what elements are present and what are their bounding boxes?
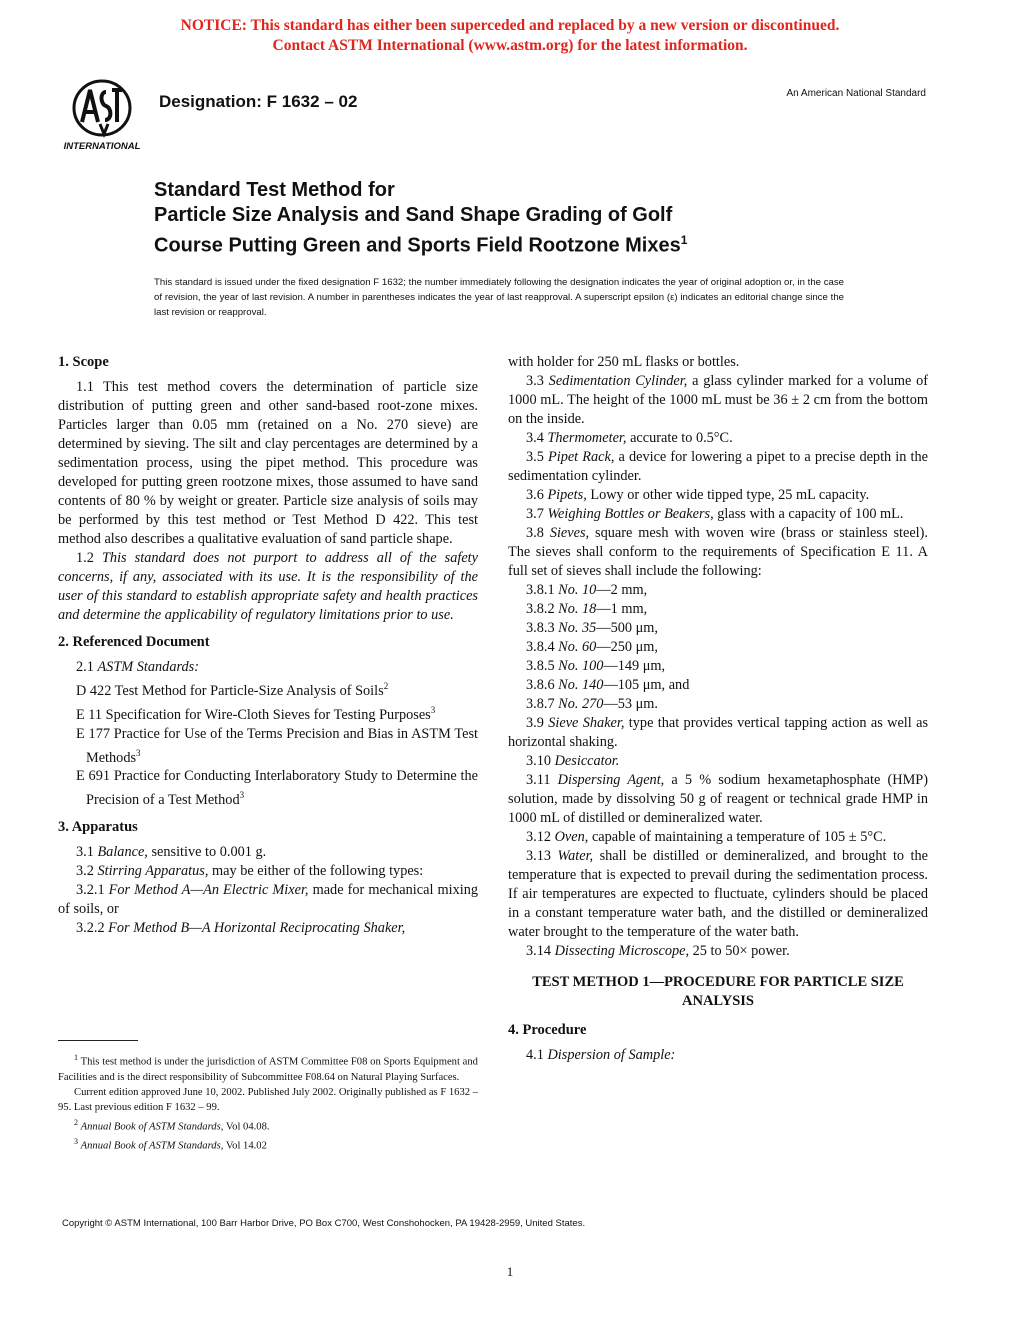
notice-line-1: NOTICE: This standard has either been superceded and replaced by a new version or discontinued. [180,17,840,34]
sieve-item: 3.8.6 No. 140—105 μm, and [526,677,690,693]
right-column [508,353,928,1065]
sieve-item: 3.8.3 No. 35—500 μm, [526,620,658,636]
paragraph-1-2: 1.2 This standard does not purport to address all of the safety concerns, if any, associated with its use. It is the responsibility of the user of this standard to establish appropriate safety and health practices and determine the applicability of regulatory limitations prior to use. [58,550,478,623]
title-line-3: Course Putting Green and Sports Field Rootzone Mixes$^1$ [154,233,688,257]
logo-text: INTERNATIONAL [63,141,141,152]
footnote-2: $^2$ Annual Book of ASTM Standards, Vol 04.08. [74,1117,270,1133]
title-line-1: Standard Test Method for [154,179,395,201]
reference-d422: D 422 Test Method for Particle-Size Analysis of Soils$^2$ [76,681,389,699]
paragraph-3-12: 3.12 Oven, capable of maintaining a temperature of 105 ± 5°C. [526,829,887,845]
paragraph-1-1: 1.1 This test method covers the determination of particle size distribution of putting green and other sand-based root-zone mixes. Particles larger than 0.05 mm (retained on a No. 270 sieve) are determined by sieving. The silt and clay percentages are determined by a sedimentation process, using the pipet method. This procedure was developed for putting green rootzone mixes, those assumed to have sand contents of 80 % by weight or greater. Particle size analysis of soils may be performed by this test method or Test Method D 422. This test method also describes a qualitative evaluation of sand particle shape. [58,379,478,547]
paragraph-3-2-1: 3.2.1 For Method A—An Electric Mixer, made for mechanical mixing of soils, or [58,882,479,918]
paragraph-3-8: 3.8 Sieves, square mesh with woven wire (brass or stainless steel). The sieves shall conform to the requirements of Specification E 11. A full set of sieves shall include the following: [508,525,928,579]
test-method-heading: TEST METHOD 1—PROCEDURE FOR PARTICLE SIZE ANALYSIS [532,974,904,1009]
national-standard-label: An American National Standard [786,88,926,99]
paragraph-3-11: 3.11 Dispersing Agent, a 5 % sodium hexametaphosphate (HMP) solution, made by dissolving 50 g of reagent or technical grade HMP in 1000 mL of distilled or demineralized water. [508,772,928,826]
paragraph-2-1: 2.1 ASTM Standards: [76,659,199,675]
paragraph-3-13: 3.13 Water, shall be distilled or demineralized, and brought to the temperature that is expected to prevail during the sedimentation process. If air temperatures are expected to fluctuate, cylinders should be placed in a constant temperature water bath, and the distilled or demineralized water brought to the temperature of the water bath. [508,848,928,940]
sieve-item: 3.8.4 No. 60—250 μm, [526,639,658,655]
issued-note: This standard is issued under the fixed designation F 1632; the number immediately following the designation indicates the year of original adoption or, in the case of revision, the year of last revision. A number in parentheses indicates the year of last reapproval. A superscript epsilon (ε) indicates an editorial change since the last revision or reapproval. [154,277,844,318]
paragraph-3-1: 3.1 Balance, sensitive to 0.001 g. [76,844,267,861]
paragraph-3-2-2: 3.2.2 For Method B—A Horizontal Reciprocating Shaker, [76,920,406,937]
footnote-1: $^1$ This test method is under the jurisdiction of ASTM Committee F08 on Sports Equipment and Facilities and is the direct responsibility of Subcommittee F08.64 on Natural Playing Surfaces. [58,1053,478,1083]
sieve-item: 3.8.2 No. 18—1 mm, [526,601,648,617]
paragraph-3-9: 3.9 Sieve Shaker, type that provides vertical tapping action as well as horizontal shaking. [508,715,929,750]
section-heading-scope: 1. Scope [58,354,109,370]
sieve-item: 3.8.7 No. 270—53 μm. [526,696,658,712]
astm-logo-icon [60,78,144,152]
paragraph-3-2-2-continued: with holder for 250 mL flasks or bottles. [508,354,740,370]
document-title [154,178,874,259]
reference-e11: E 11 Specification for Wire-Cloth Sieves for Testing Purposes$^3$ [76,704,436,723]
paragraph-4-1: 4.1 Dispersion of Sample: [526,1047,676,1063]
designation: Designation: F 1632 – 02 [159,92,358,111]
footnotes [58,1050,478,1154]
footnote-3: $^3$ Annual Book of ASTM Standards, Vol 14.02 [74,1137,267,1152]
paragraph-3-6: 3.6 Pipets, Lowy or other wide tipped type, 25 mL capacity. [526,487,870,503]
reference-e177: E 177 Practice for Use of the Terms Precision and Bias in ASTM Test Methods$^3$ [76,725,478,766]
footnote-divider [58,1040,138,1041]
paragraph-3-5: 3.5 Pipet Rack, a device for lowering a pipet to a precise depth in the sedimentation cylinder. [508,449,928,484]
sieve-item: 3.8.5 No. 100—149 μm, [526,658,666,674]
section-heading-apparatus: 3. Apparatus [58,819,138,836]
paragraph-3-3: 3.3 Sedimentation Cylinder, a glass cylinder marked for a volume of 1000 mL. The height of the 1000 mL must be 36 ± 2 cm from the bottom on the inside. [508,373,929,427]
paragraph-3-4: 3.4 Thermometer, accurate to 0.5°C. [526,430,733,446]
section-heading-procedure: 4. Procedure [508,1022,587,1038]
section-heading-referenced-document: 2. Referenced Document [58,634,210,650]
paragraph-3-2: 3.2 Stirring Apparatus, may be either of the following types: [76,863,424,880]
title-footnote-mark: 1 [680,233,688,247]
footnote-1-edition: Current edition approved June 10, 2002. Published July 2002. Originally published as F 1632 – 95. Last previous edition F 1632 – 99. [58,1086,479,1113]
notice-banner [0,16,1020,56]
paragraph-3-10: 3.10 Desiccator. [526,753,620,769]
title-line-2: Particle Size Analysis and Sand Shape Grading of Golf [154,204,673,226]
left-column [58,353,478,938]
reference-e691: E 691 Practice for Conducting Interlaboratory Study to Determine the Precision of a Test Method$^3$ [76,768,478,809]
paragraph-3-14: 3.14 Dissecting Microscope, 25 to 50× power. [526,943,790,959]
page-number: 1 [506,1264,514,1279]
paragraph-3-7: 3.7 Weighing Bottles or Beakers, glass with a capacity of 100 mL. [526,506,904,522]
notice-line-2: Contact ASTM International (www.astm.org) for the latest information. [272,37,748,54]
copyright: Copyright © ASTM International, 100 Barr Harbor Drive, PO Box C700, West Conshohocken, PA 19428-2959, United States. [62,1218,586,1229]
astm-logo [60,78,144,152]
sieve-item: 3.8.1 No. 10—2 mm, [526,582,648,598]
